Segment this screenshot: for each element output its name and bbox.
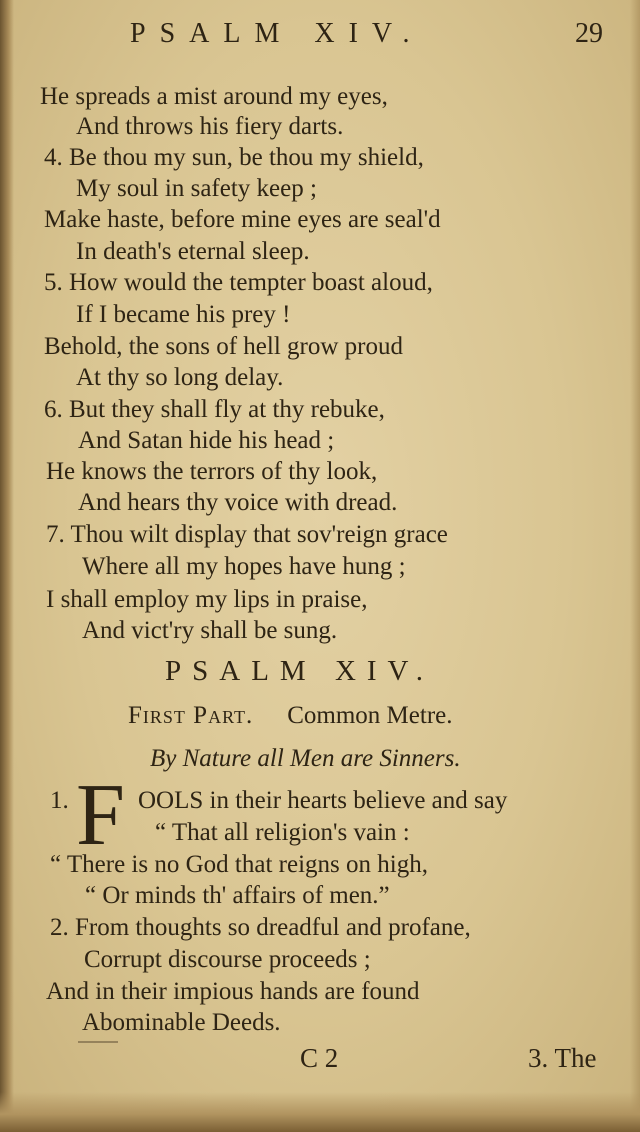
verse-line: 6. But they shall fly at thy rebuke,	[44, 396, 385, 423]
page-edge-left	[0, 0, 14, 1132]
verse-line: In death's eternal sleep.	[76, 238, 310, 265]
page-edge-right	[630, 0, 640, 1132]
verse-line: He spreads a mist around my eyes,	[40, 83, 388, 110]
psalm-title: PSALM XIV.	[165, 655, 435, 687]
verse-line: Make haste, before mine eyes are seal'd	[44, 206, 441, 233]
verse-number: 1.	[50, 787, 69, 814]
verse-line: Behold, the sons of hell grow proud	[44, 333, 403, 360]
verse-line: “ Or minds th' affairs of men.”	[85, 882, 390, 909]
verse-line: And throws his fiery darts.	[76, 113, 344, 140]
drop-cap: F	[76, 767, 125, 864]
verse-line: And hears thy voice with dread.	[78, 489, 398, 516]
verse-line: And in their impious hands are found	[46, 978, 420, 1005]
psalm-subtitle: By Nature all Men are Sinners.	[150, 745, 461, 772]
page-edge-bottom	[0, 1092, 640, 1132]
part-label: First Part.	[128, 702, 254, 729]
verse-line: “ There is no God that reigns on high,	[50, 851, 428, 878]
catchword: 3. The	[528, 1043, 597, 1073]
verse-line: At thy so long delay.	[76, 364, 284, 391]
signature-mark: C 2	[300, 1043, 339, 1073]
verse-line: 5. How would the tempter boast aloud,	[44, 269, 433, 296]
verse-line: OOLS in their hearts believe and say	[138, 787, 508, 814]
part-heading	[128, 702, 453, 730]
verse-line: 7. Thou wilt display that sov'reign grace	[46, 521, 448, 548]
verse-line: I shall employ my lips in praise,	[46, 586, 368, 613]
verse-line: 4. Be thou my sun, be thou my shield,	[44, 144, 424, 171]
verse-line: Abominable Deeds.	[82, 1009, 281, 1036]
verse-line: My soul in safety keep ;	[76, 175, 317, 202]
verse-line: 2. From thoughts so dreadful and profane,	[50, 914, 471, 941]
footer-rule	[78, 1041, 118, 1043]
verse-line: And vict'ry shall be sung.	[82, 617, 338, 644]
verse-line: Corrupt discourse proceeds ;	[84, 946, 371, 973]
verse-line: He knows the terrors of thy look,	[46, 458, 378, 485]
verse-line: Where all my hopes have hung ;	[82, 553, 406, 580]
verse-line: And Satan hide his head ;	[78, 427, 335, 454]
running-head: PSALM XIV.	[130, 18, 424, 49]
verse-line: “ That all religion's vain :	[155, 819, 410, 846]
metre-label: Common Metre.	[287, 702, 453, 729]
verse-line: If I became his prey !	[76, 301, 291, 328]
page-number: 29	[575, 18, 603, 49]
